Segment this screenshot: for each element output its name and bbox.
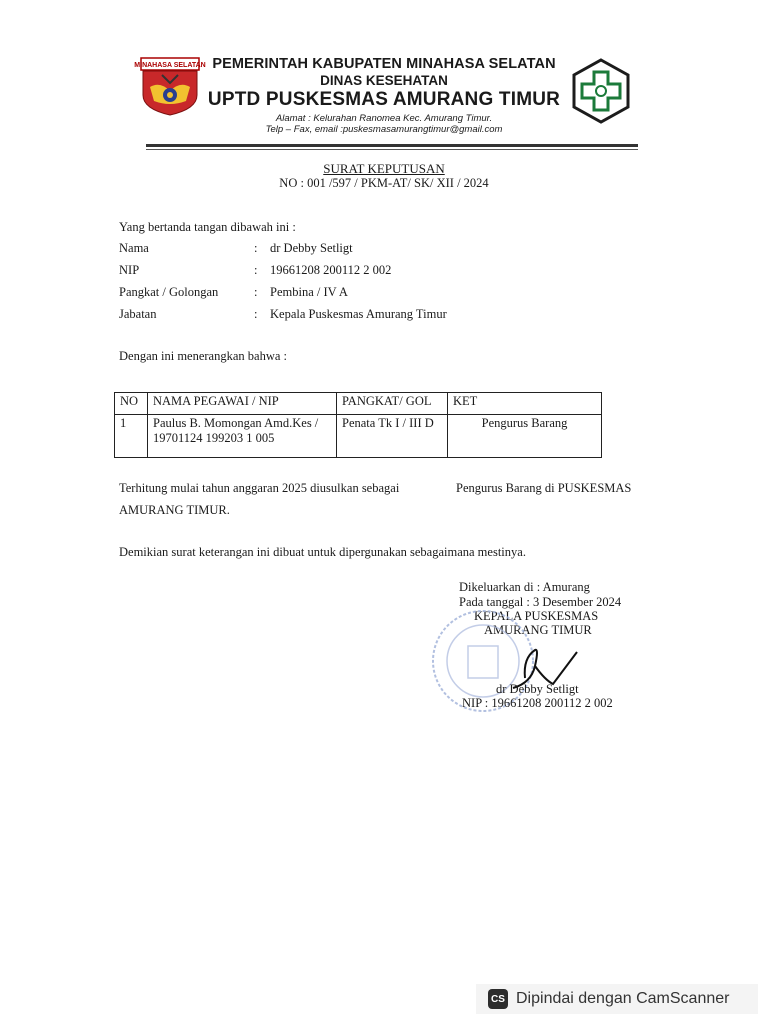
header-ket: KET: [448, 393, 602, 415]
document-title: SURAT KEPUTUSAN: [323, 161, 445, 176]
header-rank: PANGKAT/ GOL: [337, 393, 448, 415]
label-nip: NIP: [119, 263, 140, 277]
signatory-position: KEPALA PUSKESMAS: [474, 609, 599, 623]
logo-text: MINAHASA SELATAN: [134, 62, 206, 69]
cell-name: [148, 415, 337, 458]
label-jabatan: Jabatan: [119, 307, 157, 321]
letterhead-institution: UPTD PUSKESMAS AMURANG TIMUR: [207, 89, 561, 110]
camscanner-watermark: [476, 984, 758, 1014]
puskesmas-cross-icon: [570, 58, 632, 124]
label-nama: Nama: [119, 241, 149, 255]
colon: :: [254, 285, 258, 299]
letterhead-rule-thin: [146, 149, 638, 150]
header-no: NO: [115, 393, 148, 415]
header-name: NAMA PEGAWAI / NIP: [148, 393, 337, 415]
letterhead-address: Alamat : Kelurahan Ranomea Kec. Amurang Timur.: [275, 113, 493, 124]
letterhead-contact: Telp – Fax, email :puskesmasamurangtimur@gmail.com: [265, 124, 503, 135]
label-pangkat: Pangkat / Golongan: [119, 285, 219, 299]
value-pangkat: Pembina / IV A: [270, 285, 348, 299]
cell-no: 1: [115, 415, 148, 458]
signatory-nip: NIP : 19661208 200112 2 002: [462, 696, 613, 710]
paragraph-effective-b: Pengurus Barang di PUSKESMAS: [456, 481, 632, 495]
camscanner-label: Dipindai dengan CamScanner: [516, 990, 730, 1007]
colon: :: [254, 263, 258, 277]
paragraph-effective-a: Terhitung mulai tahun anggaran 2025 diusulkan sebagai: [119, 481, 400, 495]
letterhead-rule-thick: [146, 144, 638, 147]
value-nip: 19661208 200112 2 002: [270, 263, 392, 277]
value-jabatan: Kepala Puskesmas Amurang Timur: [270, 307, 447, 321]
value-nama: dr Debby Setligt: [270, 241, 353, 255]
employee-name: Paulus B. Momongan Amd.Kes /: [153, 416, 319, 430]
cell-ket: Pengurus Barang: [448, 415, 602, 458]
colon: :: [254, 307, 258, 321]
colon: :: [254, 241, 258, 255]
employee-table: [114, 392, 602, 458]
paragraph-effective-end: AMURANG TIMUR.: [119, 503, 230, 517]
cell-rank: Penata Tk I / III D: [337, 415, 448, 458]
camscanner-icon: CS: [488, 989, 508, 1009]
intro-text: Yang bertanda tangan dibawah ini :: [119, 220, 296, 234]
table-header-row: [115, 393, 602, 415]
statement-text: Dengan ini menerangkan bahwa :: [119, 349, 287, 363]
paragraph-closing: Demikian surat keterangan ini dibuat untuk dipergunakan sebagaimana mestinya.: [119, 545, 526, 559]
table-row: [115, 415, 602, 458]
document-number: NO : 001 /597 / PKM-AT/ SK/ XII / 2024: [279, 176, 489, 190]
signatory-unit: AMURANG TIMUR: [484, 623, 592, 637]
regency-logo: [134, 57, 206, 117]
issued-date: Pada tanggal : 3 Desember 2024: [459, 595, 622, 609]
letterhead-department: DINAS KESEHATAN: [320, 73, 448, 88]
issued-at: Dikeluarkan di : Amurang: [459, 580, 590, 594]
signatory-name: dr Debby Setligt: [496, 682, 579, 696]
letterhead-government: PEMERINTAH KABUPATEN MINAHASA SELATAN: [212, 56, 556, 72]
employee-nip: 19701124 199203 1 005: [153, 431, 275, 445]
